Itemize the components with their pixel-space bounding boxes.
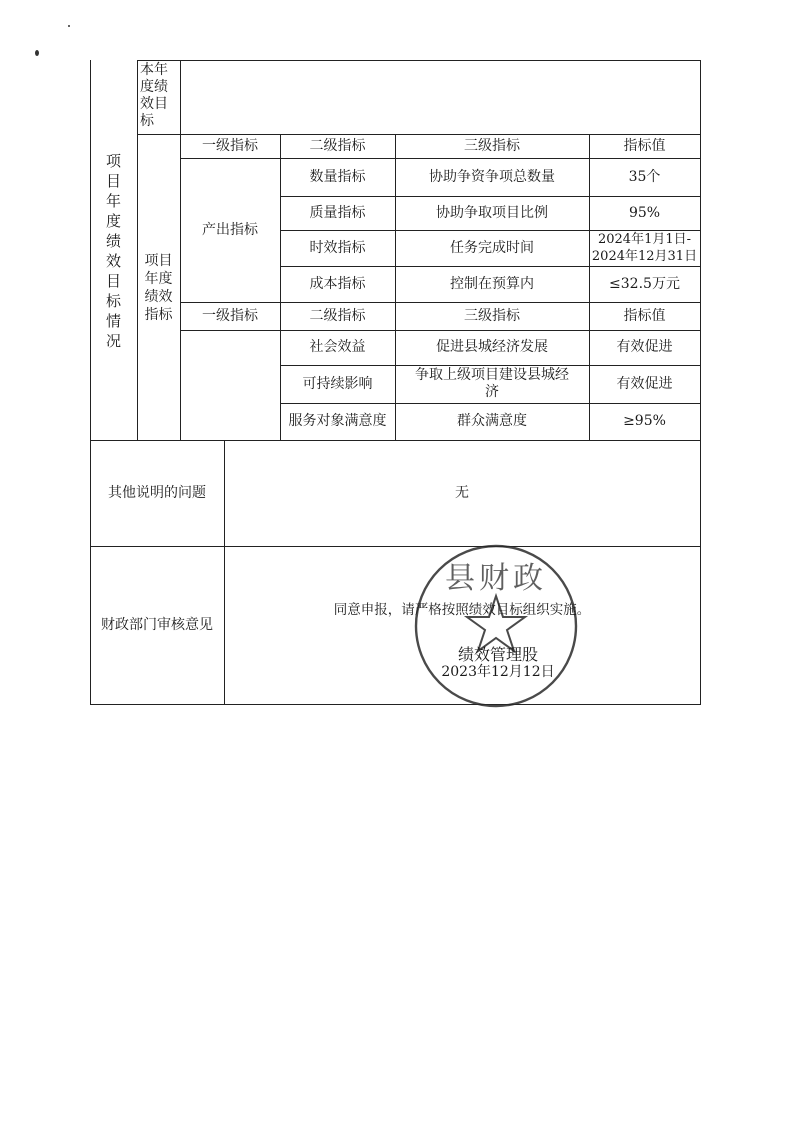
- row-level3-multiline: 争取上级项目建设县城经 济: [415, 367, 569, 400]
- other-issues-label: 其他说明的问题: [108, 484, 206, 501]
- row-value: 有效促进: [616, 375, 673, 392]
- scan-speck: [35, 50, 39, 56]
- row-level2: 服务对象满意度: [288, 413, 387, 429]
- indicator-label: 项目年度绩效指标: [144, 252, 173, 323]
- row-level3: 控制在预算内: [450, 275, 534, 292]
- row-level2: 社会效益: [309, 339, 366, 355]
- header-level1: 一级指标: [202, 307, 258, 324]
- effect-indicator-label: [180, 330, 280, 440]
- row-level2: 成本指标: [309, 275, 366, 292]
- seal-department: 绩效管理股: [457, 644, 538, 664]
- row-level2: 可持续影响: [302, 375, 373, 392]
- annual-goal-value: [180, 60, 700, 134]
- row-level3: 协助争资争项总数量: [429, 168, 555, 185]
- row-level3: 群众满意度: [457, 413, 527, 429]
- header-value: 指标值: [623, 137, 666, 154]
- annual-goal-label: 本年度绩效目标: [140, 62, 168, 129]
- output-indicator-label: 产出指标: [202, 221, 258, 238]
- header-level1: 一级指标: [202, 137, 258, 154]
- header-level3: 三级指标: [464, 307, 520, 324]
- review-date: 2023年12月12日: [441, 663, 555, 680]
- row-level3: 任务完成时间: [450, 239, 534, 256]
- scan-speck: [68, 25, 70, 27]
- section-label-project-goal: 项目年度绩效目标情况: [105, 151, 121, 350]
- header-level2: 二级指标: [309, 307, 366, 324]
- row-value: ≥95%: [623, 413, 666, 429]
- row-level2: 数量指标: [309, 168, 366, 185]
- svg-text:县财政: 县财政: [445, 561, 547, 596]
- header-level3: 三级指标: [464, 137, 520, 154]
- finance-review-label: 财政部门审核意见: [101, 616, 213, 633]
- official-seal-stamp: [410, 540, 582, 712]
- row-value: ≤32.5万元: [609, 275, 680, 292]
- finance-review-opinion: 同意申报，请严格按照绩效目标组织实施。: [333, 601, 591, 618]
- row-level2: 时效指标: [309, 239, 366, 256]
- row-value: 有效促进: [616, 339, 673, 355]
- row-value-daterange: 2024年1月1日- 2024年12月31日: [591, 232, 698, 264]
- row-level2: 质量指标: [309, 204, 366, 221]
- row-value: 35个: [628, 168, 661, 185]
- row-value: 95%: [628, 204, 661, 221]
- row-level3: 促进县城经济发展: [436, 339, 548, 355]
- other-issues-value: 无: [455, 484, 469, 501]
- header-value: 指标值: [623, 307, 666, 324]
- header-level2: 二级指标: [309, 137, 366, 154]
- row-level3: 协助争取项目比例: [436, 204, 548, 221]
